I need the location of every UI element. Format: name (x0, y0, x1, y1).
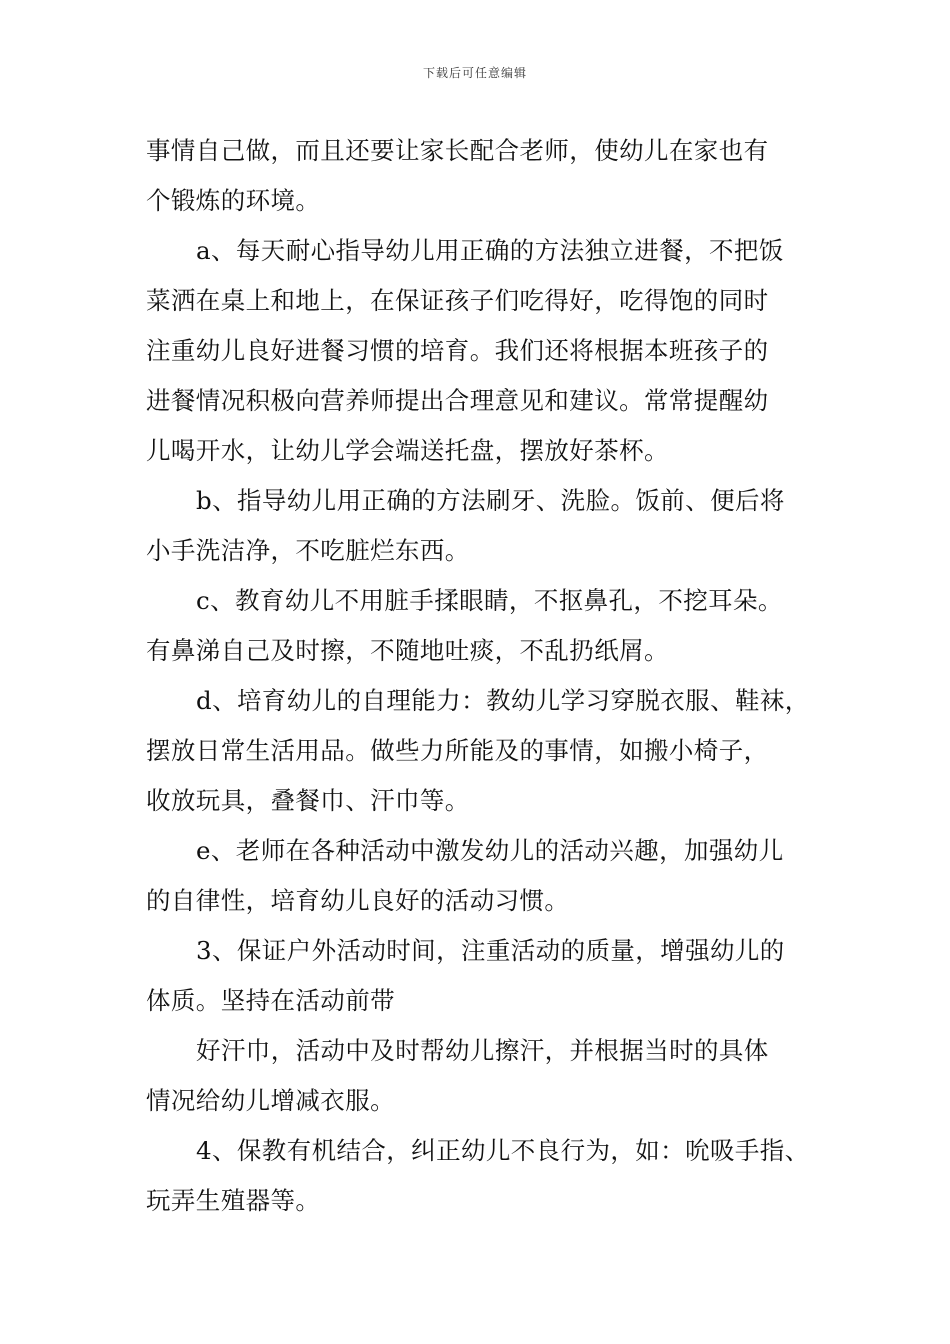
text-line: 的自律性，培育幼儿良好的活动习惯。 (146, 886, 570, 915)
text-line: b、指导幼儿用正确的方法刷牙、洗脸。饭前、便后将 (196, 486, 785, 515)
text-line: d、培育幼儿的自理能力：教幼儿学习穿脱衣服、鞋袜， (196, 686, 810, 715)
text-line: 3、保证户外活动时间，注重活动的质量，增强幼儿的 (196, 936, 785, 965)
text-line: e、老师在各种活动中激发幼儿的活动兴趣，加强幼儿 (196, 836, 784, 865)
text-line: 注重幼儿良好进餐习惯的培育。我们还将根据本班孩子的 (146, 336, 769, 365)
text-line: 收放玩具，叠餐巾、汗巾等。 (146, 786, 470, 815)
text-line: 有鼻涕自己及时擦，不随地吐痰，不乱扔纸屑。 (146, 636, 669, 665)
text-line: 进餐情况积极向营养师提出合理意见和建议。常常提醒幼 (146, 386, 769, 415)
text-line: a、每天耐心指导幼儿用正确的方法独立进餐，不把饭 (196, 236, 784, 265)
text-line: 摆放日常生活用品。做些力所能及的事情，如搬小椅子， (146, 736, 769, 765)
text-line: c、教育幼儿不用脏手揉眼睛，不抠鼻孔，不挖耳朵。 (196, 586, 783, 615)
text-line: 个锻炼的环境。 (146, 186, 321, 215)
page-header: 下载后可任意编辑 (422, 66, 527, 80)
text-line: 体质。坚持在活动前带 (146, 986, 395, 1015)
document-body (146, 126, 836, 1226)
text-line: 菜洒在桌上和地上，在保证孩子们吃得好，吃得饱的同时 (146, 286, 769, 315)
text-line: 好汗巾，活动中及时帮幼儿擦汗，并根据当时的具体 (196, 1036, 769, 1065)
text-line: 小手洗洁净，不吃脏烂东西。 (146, 536, 470, 565)
text-line: 情况给幼儿增减衣服。 (146, 1086, 395, 1115)
text-line: 玩弄生殖器等。 (146, 1186, 321, 1215)
text-line: 4、保教有机结合，纠正幼儿不良行为，如：吮吸手指、 (196, 1136, 810, 1165)
text-line: 事情自己做，而且还要让家长配合老师，使幼儿在家也有 (146, 136, 769, 165)
text-line: 儿喝开水，让幼儿学会端送托盘，摆放好茶杯。 (146, 436, 669, 465)
